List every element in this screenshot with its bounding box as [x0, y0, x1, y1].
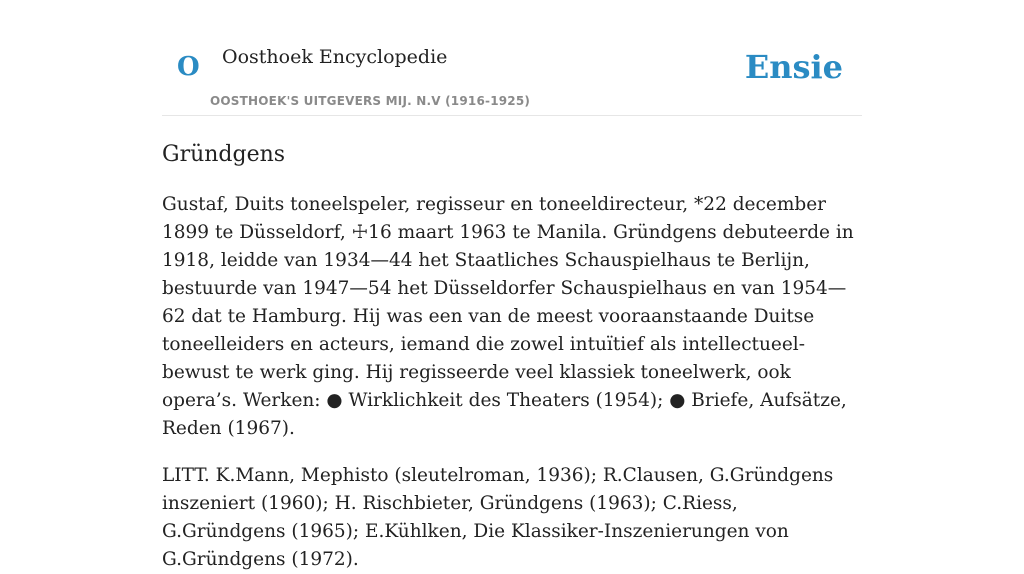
- publisher-label: OOSTHOEK'S UITGEVERS MIJ. N.V (1916-1925): [210, 94, 531, 108]
- page: [162, 0, 862, 571]
- article-body: [162, 191, 862, 574]
- site-header: [162, 0, 862, 116]
- brand-logo-link[interactable]: Ensie: [744, 48, 843, 86]
- article-title: Gründgens: [162, 142, 286, 167]
- logo-letter[interactable]: O: [177, 52, 200, 82]
- site-name[interactable]: Oosthoek Encyclopedie: [222, 46, 448, 68]
- literature-paragraph: LITT. K.Mann, Mephisto (sleutelroman, 1936); R.Clausen, G.Gründgens inszeniert (1960); H. Rischbieter, Gründgens (1963); C.Riess, G.Gründgens (1965); E.Kühlken, Die Klassiker-Inszenierungen von G.Gründgens (1972).: [162, 465, 834, 571]
- article-paragraph: Gustaf, Duits toneelspeler, regisseur en toneeldirecteur, *22 december 1899 te Düsseldorf, ☩16 maart 1963 te Manila. Gründgens debuteerde in 1918, leidde van 1934—44 het Staatliches Schauspielhaus te Berlijn, bestuurde van 1947—54 het Düsseldorfer Schauspielhaus en van 1954—62 dat te Hamburg. Hij was een van de meest vooraanstaande Duitse toneelleiders en acteurs, iemand die zowel intuïtief als intellectueel-bewust te werk ging. Hij regisseerde veel klassiek toneelwerk, ook opera’s. Werken: ● Wirklichkeit des Theaters (1954); ● Briefe, Aufsätze, Reden (1967).: [162, 194, 854, 440]
